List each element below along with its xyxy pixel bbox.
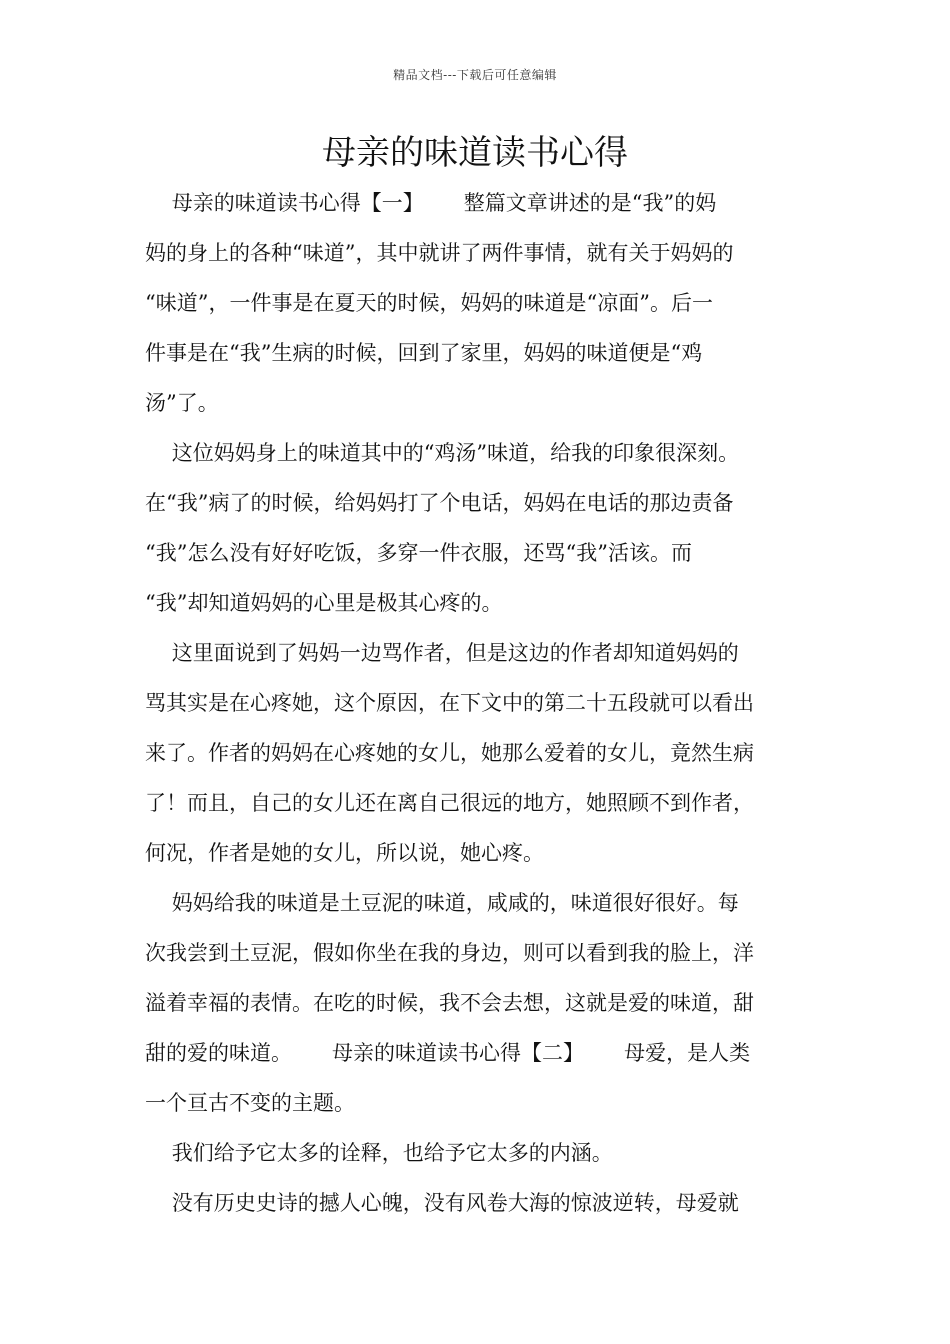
text-line: 妈的身上的各种“味道”，其中就讲了两件事情，就有关于妈妈的 xyxy=(145,241,734,265)
text-line: 我们给予它太多的诠释，也给予它太多的内涵。 xyxy=(145,1141,613,1165)
text-line: 在“我”病了的时候，给妈妈打了个电话，妈妈在电话的那边责备 xyxy=(145,491,734,515)
text-line: 次我尝到土豆泥，假如你坐在我的身边，则可以看到我的脸上，洋 xyxy=(145,941,754,965)
text-line: 这里面说到了妈妈一边骂作者，但是这边的作者却知道妈妈的 xyxy=(145,641,739,665)
body-text xyxy=(145,178,813,1228)
text-line: 来了。作者的妈妈在心疼她的女儿，她那么爱着的女儿，竟然生病 xyxy=(145,741,754,765)
text-line: 一个亘古不变的主题。 xyxy=(145,1091,355,1115)
text-line: “我”却知道妈妈的心里是极其心疼的。 xyxy=(145,591,503,615)
text-line: 溢着幸福的表情。在吃的时候，我不会去想，这就是爱的味道，甜 xyxy=(145,991,754,1015)
text-line: 没有历史史诗的撼人心魄，没有风卷大海的惊波逆转，母爱就 xyxy=(145,1191,739,1215)
text-line: “味道”，一件事是在夏天的时候，妈妈的味道是“凉面”。后一 xyxy=(145,291,713,315)
text-line: “我”怎么没有好好吃饭，多穿一件衣服，还骂“我”活该。而 xyxy=(145,541,692,565)
text-line: 母亲的味道读书心得【一】 整篇文章讲述的是“我”的妈 xyxy=(145,191,717,215)
text-line: 甜的爱的味道。 母亲的味道读书心得【二】 母爱，是人类 xyxy=(145,1041,751,1065)
text-line: 妈妈给我的味道是土豆泥的味道，咸咸的，味道很好很好。每 xyxy=(145,891,739,915)
text-line: 骂其实是在心疼她，这个原因，在下文中的第二十五段就可以看出 xyxy=(145,691,754,715)
text-line: 这位妈妈身上的味道其中的“鸡汤”味道，给我的印象很深刻。 xyxy=(145,441,740,465)
document-title: 母亲的味道读书心得 xyxy=(322,133,628,173)
text-line: 汤”了。 xyxy=(145,391,219,415)
text-line: 何况，作者是她的女儿，所以说，她心疼。 xyxy=(145,841,544,865)
text-line: 了！而且，自己的女儿还在离自己很远的地方，她照顾不到作者， xyxy=(145,791,754,815)
text-line: 件事是在“我”生病的时候，回到了家里，妈妈的味道便是“鸡 xyxy=(145,341,703,365)
page-header-watermark: 精品文档---下载后可任意编辑 xyxy=(393,68,557,82)
